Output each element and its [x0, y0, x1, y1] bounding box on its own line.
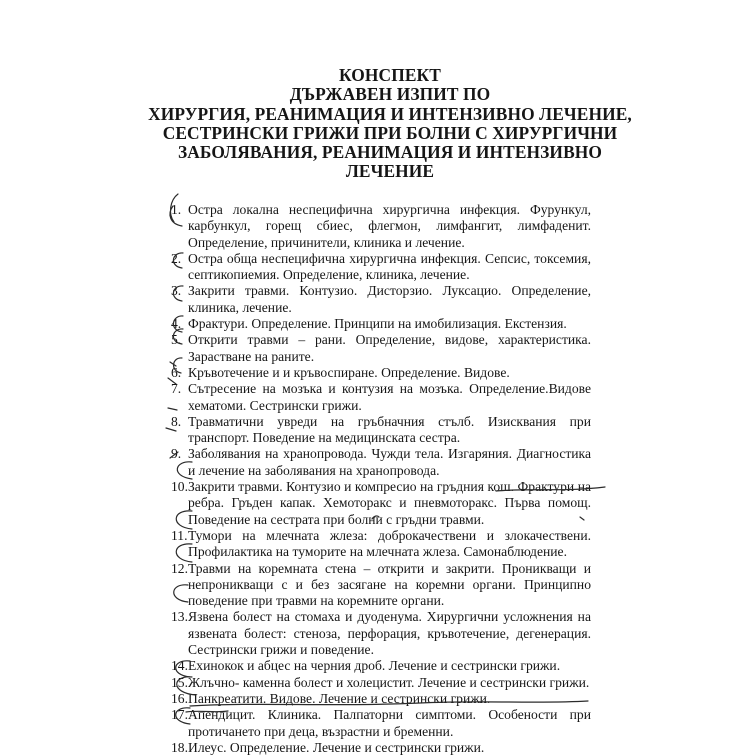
topic-number: 10.: [171, 479, 188, 495]
title-line: СЕСТРИНСКИ ГРИЖИ ПРИ БОЛНИ С ХИРУРГИЧНИ: [162, 122, 618, 143]
topic-line: Определение, причинители, клиника и лечение.: [188, 234, 465, 250]
topic-text: [171, 283, 591, 316]
topic-number: 13.: [171, 609, 188, 625]
topic-item: [171, 707, 591, 740]
topic-item: [171, 316, 591, 332]
topic-number: 3.: [171, 283, 182, 299]
topic-text: [171, 365, 591, 381]
topic-line: непроникващи с и без засягане на коремни органи. Принципно: [188, 576, 591, 592]
topic-line: Закрити травми. Контузио. Дисторзио. Луксацио. Определение,: [188, 283, 591, 299]
topic-number: 11.: [171, 527, 188, 543]
topic-line: Апендицит. Клиника. Палпаторни симптоми. Особености при: [188, 707, 591, 723]
topic-line: карбункул, горещ сбиес, флегмон, лимфангит, лимфаденит.: [188, 218, 591, 234]
topic-item: [171, 381, 591, 414]
topic-item: [171, 414, 591, 447]
topic-text: [171, 707, 591, 740]
topic-number: 14.: [171, 658, 188, 674]
topic-number: 6.: [171, 364, 182, 380]
topic-line: Ехинокок и абцес на черния дроб. Лечение и сестрински грижи.: [188, 658, 561, 674]
topic-line: Сътресение на мозъка и контузия на мозъка. Определение.Видове: [188, 381, 591, 397]
topic-item: [171, 251, 591, 284]
topic-number: 8.: [171, 413, 182, 429]
topic-text: [171, 675, 591, 691]
topic-text: [171, 316, 591, 332]
topic-number: 17.: [171, 707, 188, 723]
topic-line: Сестрински грижи и поведение.: [188, 642, 374, 658]
topic-number: 5.: [171, 332, 182, 348]
topic-number: 18.: [171, 739, 188, 755]
topic-line: Заболявания на хранопровода. Чужди тела. Изгаряния. Диагностика: [188, 446, 591, 462]
topic-item: [171, 675, 591, 691]
topic-line: хематоми. Сестрински грижи.: [188, 397, 362, 413]
topic-item: [171, 365, 591, 381]
topic-text: [171, 202, 591, 251]
topic-line: Травми на коремната стена – открити и закрити. Проникващи и: [188, 560, 591, 576]
topic-number: 12.: [171, 560, 188, 576]
document-title: [140, 66, 640, 182]
topic-item: [171, 202, 591, 251]
topic-line: Тумори на млечната жлеза: доброкачествени и злокачествени.: [188, 527, 591, 543]
topic-number: 7.: [171, 381, 182, 397]
topic-line: Остра обща неспецифична хирургична инфекция. Сепсис, токсемия,: [188, 250, 591, 266]
topic-number: 4.: [171, 316, 182, 332]
topic-line: Открити травми – рани. Определение, видове, характеристика.: [188, 332, 591, 348]
topic-text: [171, 251, 591, 284]
topic-item: [171, 561, 591, 610]
topic-line: Закрити травми. Контузио и компресио на гръдния кош. Фрактури на: [188, 479, 591, 495]
topic-line: септикопиемия. Определение, клиника, лечение.: [188, 267, 470, 283]
topic-number: 2.: [171, 250, 182, 266]
topic-line: ребра. Гръден капак. Хемоторакс и пневмоторакс. Първа помощ.: [188, 495, 591, 511]
topic-text: [171, 658, 591, 674]
topic-line: Поведение на сестрата при болни с гръдни травми.: [188, 511, 485, 527]
topic-list: [171, 202, 591, 756]
topic-item: [171, 528, 591, 561]
topic-line: Илеус. Определение. Лечение и сестрински грижи.: [188, 739, 485, 755]
topic-number: 16.: [171, 690, 188, 706]
topic-line: Панкреатити. Видове. Лечение и сестрински грижи.: [188, 690, 491, 706]
topic-text: [171, 479, 591, 528]
topic-text: [171, 528, 591, 561]
topic-line: Зарастване на раните.: [188, 348, 315, 364]
topic-text: [171, 446, 591, 479]
topic-line: протичането при деца, възрастни и бременни.: [188, 723, 454, 739]
topic-number: 9.: [171, 446, 182, 462]
topic-line: клиника, лечение.: [188, 299, 292, 315]
topic-line: поведение при травми на коремните органи.: [188, 593, 445, 609]
topic-text: [171, 414, 591, 447]
topic-line: Профилактика на туморите на млечната жлеза. Самонаблюдение.: [188, 544, 567, 560]
topic-line: и лечение на заболявания на хранопровода.: [188, 462, 440, 478]
topic-line: Кръвотечение и и кръвоспиране. Определение. Видове.: [188, 364, 510, 380]
topic-item: [171, 691, 591, 707]
topic-line: язвената болест: стеноза, перфорация, кръвотечение, дегенерация.: [188, 625, 591, 641]
topic-text: [171, 332, 591, 365]
topic-item: [171, 740, 591, 756]
topic-line: транспорт. Поведение на медицинската сестра.: [188, 430, 461, 446]
topic-item: [171, 609, 591, 658]
topic-text: [171, 609, 591, 658]
topic-text: [171, 561, 591, 610]
topic-text: [171, 381, 591, 414]
topic-item: [171, 283, 591, 316]
topic-item: [171, 479, 591, 528]
topic-text: [171, 691, 591, 707]
topic-text: [171, 740, 591, 756]
title-line: ЛЕЧЕНИЕ: [345, 161, 435, 182]
topic-item: [171, 658, 591, 674]
topic-line: Фрактури. Определение. Принципи на имобилизация. Екстензия.: [188, 316, 567, 332]
topic-number: 15.: [171, 674, 188, 690]
topic-item: [171, 332, 591, 365]
topic-line: Травматични увреди на гръбначния стълб. Изисквания при: [188, 413, 591, 429]
title-line: КОНСПЕКТ: [339, 65, 441, 85]
title-line: ХИРУРГИЯ, РЕАНИМАЦИЯ И ИНТЕНЗИВНО ЛЕЧЕНИЕ,: [148, 103, 632, 124]
topic-line: Язвена болест на стомаха и дуоденума. Хирургични усложнения на: [188, 609, 591, 625]
topic-line: Жлъчно- каменна болест и холецистит. Лечение и сестрински грижи.: [188, 674, 590, 690]
title-line: ЗАБОЛЯВАНИЯ, РЕАНИМАЦИЯ И ИНТЕНЗИВНО: [177, 142, 603, 163]
title-line: ДЪРЖАВЕН ИЗПИТ ПО: [289, 84, 491, 105]
topic-number: 1.: [171, 202, 182, 217]
topic-line: Остра локална неспецифична хирургична инфекция. Фурункул,: [188, 202, 591, 217]
topic-item: [171, 446, 591, 479]
